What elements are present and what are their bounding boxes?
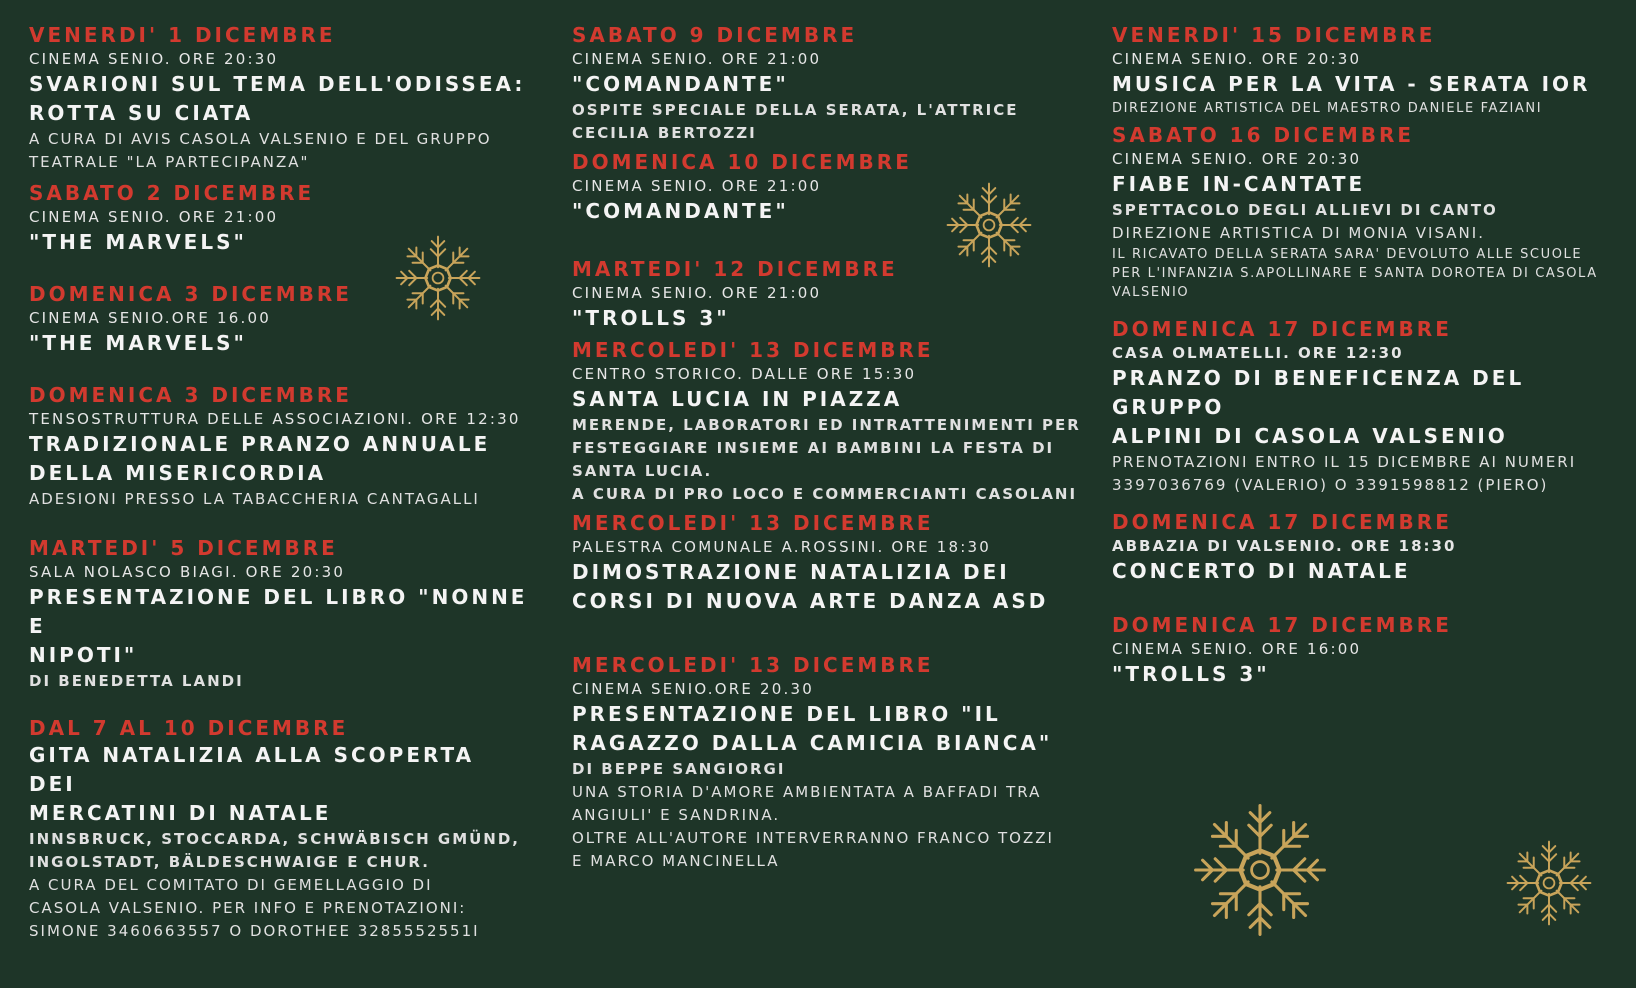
- event-detail: OLTRE ALL'AUTORE INTERVERRANNO FRANCO TOZZI: [572, 829, 1054, 847]
- event-detail: DIREZIONE ARTISTICA DI MONIA VISANI.: [1112, 224, 1485, 242]
- event-detail: SIMONE 3460663557 O DOROTHEE 3285552551I: [29, 922, 480, 940]
- event-detail: DI BEPPE SANGIORGI: [572, 760, 786, 778]
- event-venue-time: CINEMA SENIO. ORE 21:00: [572, 50, 822, 68]
- event-detail: E MARCO MANCINELLA: [572, 852, 780, 870]
- event-venue-time: ABBAZIA DI VALSENIO. ORE 18:30: [1112, 537, 1457, 555]
- event-venue-time: SALA NOLASCO BIAGI. ORE 20:30: [29, 563, 346, 581]
- event-title: "TROLLS 3": [1112, 662, 1270, 686]
- snowflake-icon: [944, 180, 1034, 270]
- event-venue-time: CINEMA SENIO. ORE 21:00: [572, 177, 822, 195]
- event-title: TRADIZIONALE PRANZO ANNUALE: [29, 432, 491, 456]
- event-date: SABATO 9 DICEMBRE: [572, 23, 858, 47]
- event-detail: ADESIONI PRESSO LA TABACCHERIA CANTAGALLI: [29, 490, 480, 508]
- event-detail: SPETTACOLO DEGLI ALLIEVI DI CANTO: [1112, 201, 1498, 219]
- event-title: GITA NATALIZIA ALLA SCOPERTA DEI: [29, 743, 475, 796]
- event-title: DELLA MISERICORDIA: [29, 461, 327, 485]
- event-entry: [572, 510, 1092, 616]
- event-detail: ANGIULI' E SANDRINA.: [572, 806, 781, 824]
- event-note: VALSENIO: [1112, 285, 1190, 300]
- event-entry: [29, 715, 529, 943]
- event-date: DOMENICA 10 DICEMBRE: [572, 150, 912, 174]
- event-venue-time: CINEMA SENIO. ORE 20:30: [1112, 50, 1362, 68]
- event-detail: OSPITE SPECIALE DELLA SERATA, L'ATTRICE: [572, 101, 1019, 119]
- snowflake-icon: [1504, 838, 1594, 928]
- event-date: MERCOLEDI' 13 DICEMBRE: [572, 653, 934, 677]
- event-detail: MERENDE, LABORATORI ED INTRATTENIMENTI PER: [572, 416, 1081, 434]
- event-entry: [572, 337, 1092, 506]
- event-date: DOMENICA 17 DICEMBRE: [1112, 317, 1452, 341]
- snowflake-icon: [1190, 800, 1330, 940]
- column-1: [29, 22, 529, 947]
- event-detail: TEATRALE "LA PARTECIPANZA": [29, 153, 310, 171]
- event-date: VENERDI' 15 DICEMBRE: [1112, 23, 1436, 47]
- event-date: DOMENICA 3 DICEMBRE: [29, 383, 352, 407]
- event-entry: [572, 652, 1092, 873]
- event-date: DAL 7 AL 10 DICEMBRE: [29, 716, 349, 740]
- event-detail: UNA STORIA D'AMORE AMBIENTATA A BAFFADI TRA: [572, 783, 1042, 801]
- event-detail: PRENOTAZIONI ENTRO IL 15 DICEMBRE AI NUMERI: [1112, 453, 1577, 471]
- event-date: MERCOLEDI' 13 DICEMBRE: [572, 338, 934, 362]
- event-detail: 3397036769 (VALERIO) O 3391598812 (PIERO): [1112, 476, 1549, 494]
- event-date: MARTEDI' 5 DICEMBRE: [29, 536, 338, 560]
- event-note: IL RICAVATO DELLA SERATA SARA' DEVOLUTO ALLE SCUOLE: [1112, 247, 1583, 262]
- event-entry: [1112, 122, 1617, 302]
- event-title: "THE MARVELS": [29, 230, 247, 254]
- event-title: ROTTA SU CIATA: [29, 101, 254, 125]
- snowflake-icon: [393, 233, 483, 323]
- event-title: PRANZO DI BENEFICENZA DEL GRUPPO: [1112, 366, 1525, 419]
- event-detail: INNSBRUCK, STOCCARDA, SCHWÄBISCH GMÜND,: [29, 830, 520, 848]
- event-venue-time: CINEMA SENIO. ORE 20:30: [1112, 150, 1362, 168]
- event-date: DOMENICA 17 DICEMBRE: [1112, 510, 1452, 534]
- event-title: PRESENTAZIONE DEL LIBRO "NONNE E: [29, 585, 528, 638]
- event-entry: [1112, 509, 1617, 586]
- event-detail: CECILIA BERTOZZI: [572, 124, 757, 142]
- event-detail: DI BENEDETTA LANDI: [29, 672, 244, 690]
- event-title: ALPINI DI CASOLA VALSENIO: [1112, 424, 1508, 448]
- event-title: DIMOSTRAZIONE NATALIZIA DEI: [572, 560, 1010, 584]
- column-2: [572, 22, 1092, 877]
- event-detail: A CURA DEL COMITATO DI GEMELLAGGIO DI: [29, 876, 433, 894]
- event-detail: CASOLA VALSENIO. PER INFO E PRENOTAZIONI:: [29, 899, 467, 917]
- event-entry: [29, 382, 529, 511]
- event-title: SANTA LUCIA IN PIAZZA: [572, 387, 903, 411]
- event-title: MERCATINI DI NATALE: [29, 801, 332, 825]
- event-detail: FESTEGGIARE INSIEME AI BAMBINI LA FESTA DI: [572, 439, 1055, 457]
- event-title: CONCERTO DI NATALE: [1112, 559, 1411, 583]
- column-3: [1112, 22, 1617, 693]
- event-title: "COMANDANTE": [572, 72, 789, 96]
- event-title: "COMANDANTE": [572, 199, 789, 223]
- event-venue-time: CINEMA SENIO.ORE 16.00: [29, 309, 271, 327]
- event-venue-time: CINEMA SENIO. ORE 21:00: [572, 284, 822, 302]
- event-title: "THE MARVELS": [29, 331, 247, 355]
- event-venue-time: CENTRO STORICO. DALLE ORE 15:30: [572, 365, 917, 383]
- event-venue-time: CINEMA SENIO. ORE 16:00: [1112, 640, 1362, 658]
- event-note: DIREZIONE ARTISTICA DEL MAESTRO DANIELE FAZIANI: [1112, 101, 1543, 116]
- event-entry: [572, 22, 1092, 145]
- event-title: "TROLLS 3": [572, 306, 730, 330]
- event-date: SABATO 16 DICEMBRE: [1112, 123, 1415, 147]
- event-date: DOMENICA 3 DICEMBRE: [29, 282, 352, 306]
- event-date: DOMENICA 17 DICEMBRE: [1112, 613, 1452, 637]
- event-venue-time: TENSOSTRUTTURA DELLE ASSOCIAZIONI. ORE 12:30: [29, 410, 521, 428]
- event-title: PRESENTAZIONE DEL LIBRO "IL: [572, 702, 1001, 726]
- event-title: NIPOTI": [29, 643, 138, 667]
- event-venue-time: CINEMA SENIO.ORE 20.30: [572, 680, 814, 698]
- event-venue-time: CINEMA SENIO. ORE 21:00: [29, 208, 279, 226]
- event-venue-time: PALESTRA COMUNALE A.ROSSINI. ORE 18:30: [572, 538, 991, 556]
- event-venue-time: CASA OLMATELLI. ORE 12:30: [1112, 344, 1404, 362]
- event-entry: [29, 22, 529, 174]
- event-note: PER L'INFANZIA S.APOLLINARE E SANTA DOROTEA DI CASOLA: [1112, 266, 1598, 281]
- event-detail: INGOLSTADT, BÄLDESCHWAIGE E CHUR.: [29, 853, 430, 871]
- event-title: SVARIONI SUL TEMA DELL'ODISSEA:: [29, 72, 526, 96]
- event-detail: A CURA DI PRO LOCO E COMMERCIANTI CASOLANI: [572, 485, 1078, 503]
- event-date: VENERDI' 1 DICEMBRE: [29, 23, 336, 47]
- event-venue-time: CINEMA SENIO. ORE 20:30: [29, 50, 279, 68]
- event-entry: [29, 535, 529, 693]
- event-date: MERCOLEDI' 13 DICEMBRE: [572, 511, 934, 535]
- event-title: FIABE IN-CANTATE: [1112, 172, 1366, 196]
- event-title: MUSICA PER LA VITA - SERATA IOR: [1112, 72, 1591, 96]
- event-date: SABATO 2 DICEMBRE: [29, 181, 315, 205]
- event-detail: A CURA DI AVIS CASOLA VALSENIO E DEL GRUPPO: [29, 130, 492, 148]
- event-entry: [1112, 612, 1617, 689]
- event-title: RAGAZZO DALLA CAMICIA BIANCA": [572, 731, 1053, 755]
- event-detail: SANTA LUCIA.: [572, 462, 713, 480]
- event-entry: [1112, 316, 1617, 497]
- event-title: CORSI DI NUOVA ARTE DANZA ASD: [572, 589, 1049, 613]
- event-date: MARTEDI' 12 DICEMBRE: [572, 257, 898, 281]
- event-entry: [1112, 22, 1617, 118]
